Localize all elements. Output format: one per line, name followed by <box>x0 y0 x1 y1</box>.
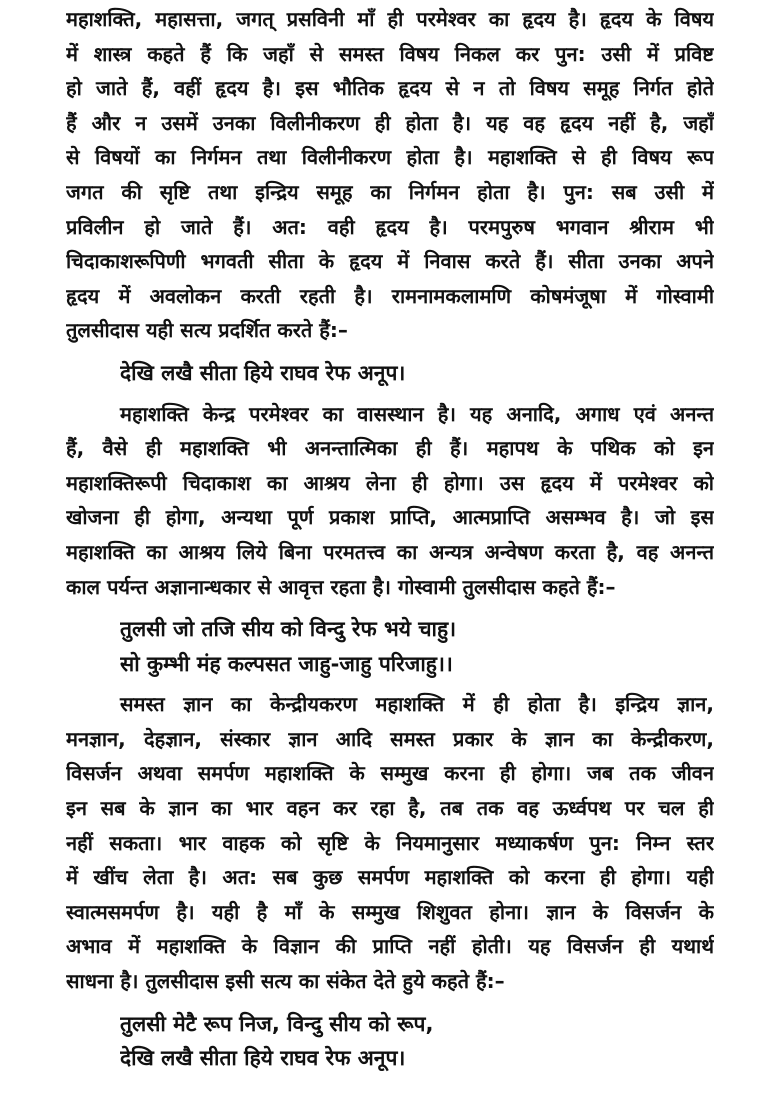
text-line: महाशक्ति का आश्रय लिये बिना परमतत्त्व का अन्यत्र अन्वेषण करता है, वह अनन्त <box>66 539 714 564</box>
text-line: हैं और न उसमें उनका विलीनीकरण ही होता है। यह वह हृदय नहीं है, जहाँ <box>66 110 714 135</box>
text-line: देखि लखै सीता हिये राघव रेफ अनूप। <box>120 1046 406 1071</box>
text-line: नहीं सकता। भार वाहक को सृष्टि के नियमानुसार मध्याकर्षण पुन: निम्न स्तर <box>66 830 714 855</box>
text-line: सो कुम्भी मंह कल्पसत जाहु-जाहु परिजाहु।। <box>120 651 453 676</box>
text-line: से विषयों का निर्गमन तथा विलीनीकरण होता है। महाशक्ति से ही विषय रूप <box>66 145 714 170</box>
text-line: प्रविलीन हो जाते हैं। अत: वही हृदय है। परमपुरुष भगवान श्रीराम भी <box>66 214 714 239</box>
text-line: समस्त ज्ञान का केन्द्रीयकरण महाशक्ति में ही होता है। इन्द्रिय ज्ञान, <box>120 692 714 717</box>
text-line: महाशक्ति, महासत्ता, जगत् प्रसविनी माँ ही परमेश्वर का हृदय है। हृदय के विषय <box>66 7 714 31</box>
paragraph-1 <box>66 2 714 348</box>
text-line: खोजना ही होगा, अन्यथा पूर्ण प्रकाश प्राप्ति, आत्मप्राप्ति असम्भव है। जो इस <box>66 505 714 530</box>
text-line: जगत की सृष्टि तथा इन्द्रिय समूह का निर्गमन होता है। पुन: सब उसी में <box>66 179 714 204</box>
text-line: देखि लखै सीता हिये राघव रेफ अनूप। <box>120 360 406 385</box>
text-line: में खींच लेता है। अत: सब कुछ समर्पण महाशक्ति को करना ही होगा। यही <box>66 865 714 890</box>
text-line: इन सब के ज्ञान का भार वहन कर रहा है, तब तक वह ऊर्ध्वपथ पर चल ही <box>66 796 714 821</box>
text-line: साधना है। तुलसीदास इसी सत्य का संकेत देते हुये कहते हैं:– <box>66 969 505 994</box>
text-line: तुलसीदास यही सत्य प्रदर्शित करते हैं:– <box>66 318 348 343</box>
text-line: तुलसी जो तजि सीय को विन्दु रेफ भये चाहु। <box>120 617 457 642</box>
document-page <box>66 2 714 1082</box>
verse-1 <box>66 356 714 391</box>
text-line: काल पर्यन्त अज्ञानान्धकार से आवृत्त रहता है। गोस्वामी तुलसीदास कहते हैं:– <box>66 574 616 599</box>
text-line: महाशक्तिरूपी चिदाकाश का आश्रय लेना ही होगा। उस हृदय में परमेश्वर को <box>66 470 714 495</box>
text-line: विसर्जन अथवा समर्पण महाशक्ति के सम्मुख करना ही होगा। जब तक जीवन <box>66 761 714 786</box>
text-line: हृदय में अवलोकन करती रहती है। रामनामकलामणि कोषमंजूषा में गोस्वामी <box>66 283 714 308</box>
paragraph-3 <box>66 687 714 998</box>
text-line: हो जाते हैं, वहीं हृदय है। इस भौतिक हृदय से न तो विषय समूह निर्गत होते <box>66 76 714 101</box>
text-line: अभाव में महाशक्ति के विज्ञान की प्राप्ति नहीं होती। यह विसर्जन ही यथार्थ <box>66 934 714 959</box>
text-line: चिदाकाशरूपिणी भगवती सीता के हृदय में निवास करते हैं। सीता उनका अपने <box>66 249 714 274</box>
text-line: में शास्त्र कहते हैं कि जहाँ से समस्त विषय निकल कर पुन: उसी में प्रविष्ट <box>66 41 714 66</box>
text-line: हैं, वैसे ही महाशक्ति भी अनन्तात्मिका ही हैं। महापथ के पथिक को इन <box>66 436 714 461</box>
text-line: मनज्ञान, देहज्ञान, संस्कार ज्ञान आदि समस्त प्रकार के ज्ञान का केन्द्रीकरण, <box>66 726 714 751</box>
text-line: महाशक्ति केन्द्र परमेश्वर का वासस्थान है। यह अनादि, अगाध एवं अनन्त <box>120 401 714 426</box>
verse-3 <box>66 1007 714 1076</box>
text-line: स्वात्मसमर्पण है। यही है माँ के सम्मुख शिशुवत होना। ज्ञान के विसर्जन के <box>66 899 714 924</box>
verse-2 <box>66 612 714 681</box>
paragraph-2 <box>66 397 714 605</box>
text-line: तुलसी मेटै रूप निज, विन्दु सीय को रूप, <box>120 1011 434 1036</box>
